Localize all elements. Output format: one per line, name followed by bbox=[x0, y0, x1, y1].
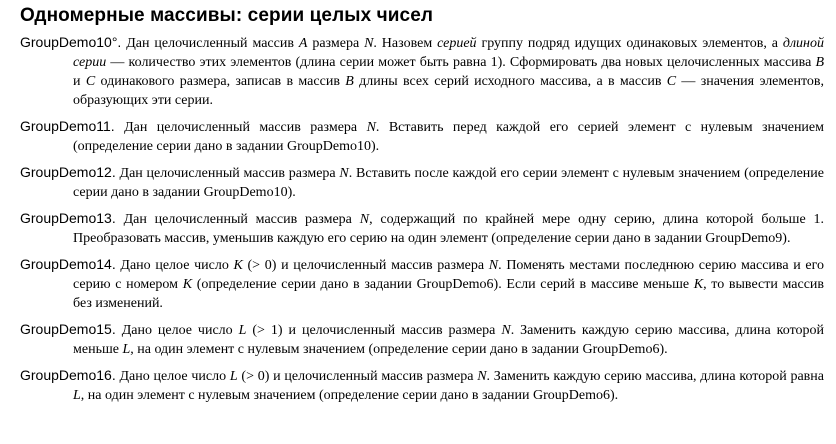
task-id: GroupDemo13. bbox=[20, 210, 116, 226]
task-text-segment: Дано целое число bbox=[119, 369, 230, 384]
page-title: Одномерные массивы: серии целых чисел bbox=[20, 5, 434, 26]
task-text-segment: Дан целочисленный массив размера bbox=[124, 120, 367, 135]
task-text-segment: группу подряд идущих одинаковых элементов, а bbox=[476, 36, 783, 51]
math-variable: K bbox=[233, 258, 243, 273]
task-id: GroupDemo14. bbox=[20, 256, 116, 272]
task-text-segment: , на один элемент с нулевым значением (определение серии дано в задании GroupDemo6). bbox=[80, 388, 619, 403]
task-text-segment: (> 0) и целочисленный массив размера bbox=[237, 369, 478, 384]
task-text bbox=[20, 209, 824, 248]
task-text-segment: . Поменять местами последнюю серию массива и его серию с номером bbox=[73, 258, 824, 292]
task-text-segment: размера bbox=[307, 36, 365, 51]
task-text-segment: , содержащий по крайней мере одну серию, длина которой больше 1. Преобразовать массив, уменьшив каждую его серию на один элемент (определение серии дано в задании GroupDemo9). bbox=[73, 212, 824, 246]
task-text-segment: одинакового размера, записав в массив bbox=[95, 74, 346, 89]
task-text-segment: , то вывести массив без изменений. bbox=[73, 277, 825, 311]
math-variable: L bbox=[73, 388, 81, 403]
math-variable: C bbox=[666, 74, 677, 89]
task-text-segment: , на один элемент с нулевым значением (определение серии дано в задании GroupDemo6). bbox=[130, 342, 668, 357]
math-variable: N bbox=[339, 166, 349, 181]
task-id: GroupDemo10°. bbox=[20, 34, 122, 50]
task-text-segment: . Назовем bbox=[373, 36, 438, 51]
task-text-segment: . Вставить после каждой его серии элемент с нулевым значением (определение серии дано в задании GroupDemo10). bbox=[73, 166, 824, 200]
task-id: GroupDemo12. bbox=[20, 164, 116, 180]
task-text-segment: (определение серии дано в задании GroupDemo6). Если серий в массиве меньше bbox=[192, 277, 694, 292]
task-id: GroupDemo11. bbox=[20, 118, 115, 134]
task-entry bbox=[20, 320, 824, 359]
task-text-segment: (> 0) и целочисленный массив размера bbox=[242, 258, 489, 273]
task-entry bbox=[20, 366, 824, 405]
math-variable: N bbox=[364, 36, 374, 51]
task-entry bbox=[20, 255, 824, 313]
task-id: GroupDemo16. bbox=[20, 367, 116, 383]
math-variable: N bbox=[488, 258, 499, 273]
math-variable: N bbox=[501, 323, 511, 338]
math-variable: длиной серии bbox=[73, 36, 825, 70]
task-text-segment: Дан целочисленный массив размера bbox=[119, 166, 340, 181]
task-entry bbox=[20, 33, 824, 110]
task-entry bbox=[20, 209, 824, 248]
task-text-segment: . Вставить перед каждой его серией элемент с нулевым значением (определение серии дано в задании GroupDemo10). bbox=[73, 120, 825, 154]
task-text-segment: Дан целочисленный массив размера bbox=[123, 212, 360, 227]
task-text bbox=[20, 255, 824, 313]
math-variable: K bbox=[693, 277, 704, 292]
task-entry bbox=[20, 117, 824, 156]
task-text-segment: Дано целое число bbox=[120, 258, 234, 273]
math-variable: K bbox=[182, 277, 193, 292]
task-text-segment: длины всех серий исходного массива, а в массив bbox=[353, 74, 667, 89]
task-entry bbox=[20, 163, 824, 202]
math-variable: L bbox=[229, 369, 238, 384]
task-text-segment: Дано целое число bbox=[121, 323, 239, 338]
math-variable: N bbox=[359, 212, 370, 227]
task-text-segment: и bbox=[73, 74, 86, 89]
task-list bbox=[20, 33, 824, 405]
task-text bbox=[20, 366, 824, 405]
math-variable: B bbox=[815, 55, 824, 70]
math-variable: B bbox=[345, 74, 354, 89]
task-id: GroupDemo15. bbox=[20, 321, 116, 337]
task-text bbox=[20, 117, 824, 156]
task-text-segment: (> 1) и целочисленный массив размера bbox=[246, 323, 502, 338]
math-variable: N bbox=[477, 369, 487, 384]
task-text-segment: — количество этих элементов (длина серии может быть равна 1). Сформировать два новых целочисленных массива bbox=[106, 55, 816, 70]
task-text bbox=[20, 320, 824, 359]
math-variable: C bbox=[85, 74, 96, 89]
math-variable: серией bbox=[437, 36, 477, 51]
task-text-segment: . Заменить каждую серию массива, длина которой равна bbox=[486, 369, 824, 384]
task-text bbox=[20, 33, 824, 110]
math-variable: L bbox=[238, 323, 247, 338]
task-text bbox=[20, 163, 824, 202]
math-variable: N bbox=[366, 120, 376, 135]
task-text-segment: . Заменить каждую серию массива, длина которой меньше bbox=[73, 323, 825, 357]
task-text-segment: Дан целочисленный массив bbox=[126, 36, 299, 51]
math-variable: A bbox=[298, 36, 308, 51]
math-variable: L bbox=[122, 342, 131, 357]
task-text-segment: — значения элементов, образующих эти серии. bbox=[73, 74, 825, 108]
